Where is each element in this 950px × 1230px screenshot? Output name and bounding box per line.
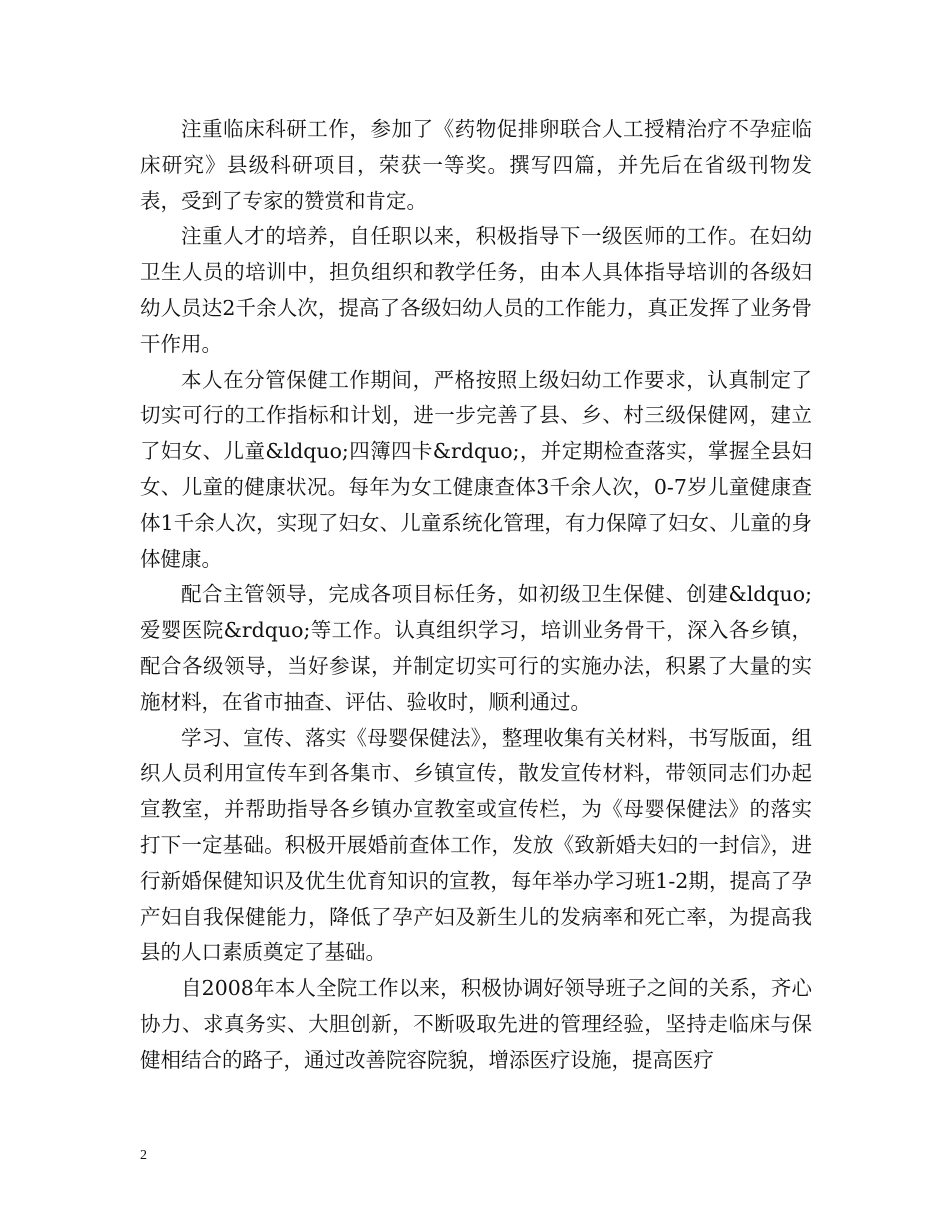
paragraph-hospital-work: 自2008年本人全院工作以来，积极协调好领导班子之间的关系，齐心协力、求真务实、大胆创新，不断吸取先进的管理经验，坚持走临床与保健相结合的路子，通过改善院容院貌，增添医疗设施，提高医疗 — [140, 976, 812, 1072]
paragraph-health-care-management: 本人在分管保健工作期间，严格按照上级妇幼工作要求，认真制定了切实可行的工作指标和计划，进一步完善了县、乡、村三级保健网，建立了妇女、儿童&ldquo;四簿四卡&rdquo;，并定期检查落实，掌握全县妇女、儿童的健康状况。每年为女工健康查体3千余人次，0-7岁儿童健康查体1千余人次，实现了妇女、儿童系统化管理，有力保障了妇女、儿童的身体健康。 — [140, 367, 812, 571]
document-body — [140, 112, 812, 1079]
paragraph-maternal-law: 学习、宣传、落实《母婴保健法》，整理收集有关材料，书写版面，组织人员利用宣传车到各集市、乡镇宣传，散发宣传材料，带领同志们办起宣教室，并帮助指导各乡镇办宣教室或宣传栏，为《母婴保健法》的落实打下一定基础。积极开展婚前查体工作，发放《致新婚夫妇的一封信》，进行新婚保健知识及优生优育知识的宣教，每年举办学习班1-2期，提高了孕产妇自我保健能力，降低了孕产妇及新生儿的发病率和死亡率，为提高我县的人口素质奠定了基础。 — [140, 725, 812, 965]
paragraph-target-tasks: 配合主管领导，完成各项目标任务，如初级卫生保健、创建&ldquo;爱婴医院&rdquo;等工作。认真组织学习，培训业务骨干，深入各乡镇，配合各级领导，当好参谋，并制定切实可行的实施办法，积累了大量的实施材料，在省市抽查、评估、验收时，顺利通过。 — [140, 582, 812, 714]
paragraph-talent-training: 注重人才的培养，自任职以来，积极指导下一级医师的工作。在妇幼卫生人员的培训中，担负组织和教学任务，由本人具体指导培训的各级妇幼人员达2千余人次，提高了各级妇幼人员的工作能力，真正发挥了业务骨干作用。 — [140, 224, 812, 356]
page-number: 2 — [140, 1148, 147, 1163]
paragraph-research: 注重临床科研工作，参加了《药物促排卵联合人工授精治疗不孕症临床研究》县级科研项目，荣获一等奖。撰写四篇，并先后在省级刊物发表，受到了专家的赞赏和肯定。 — [140, 117, 812, 213]
